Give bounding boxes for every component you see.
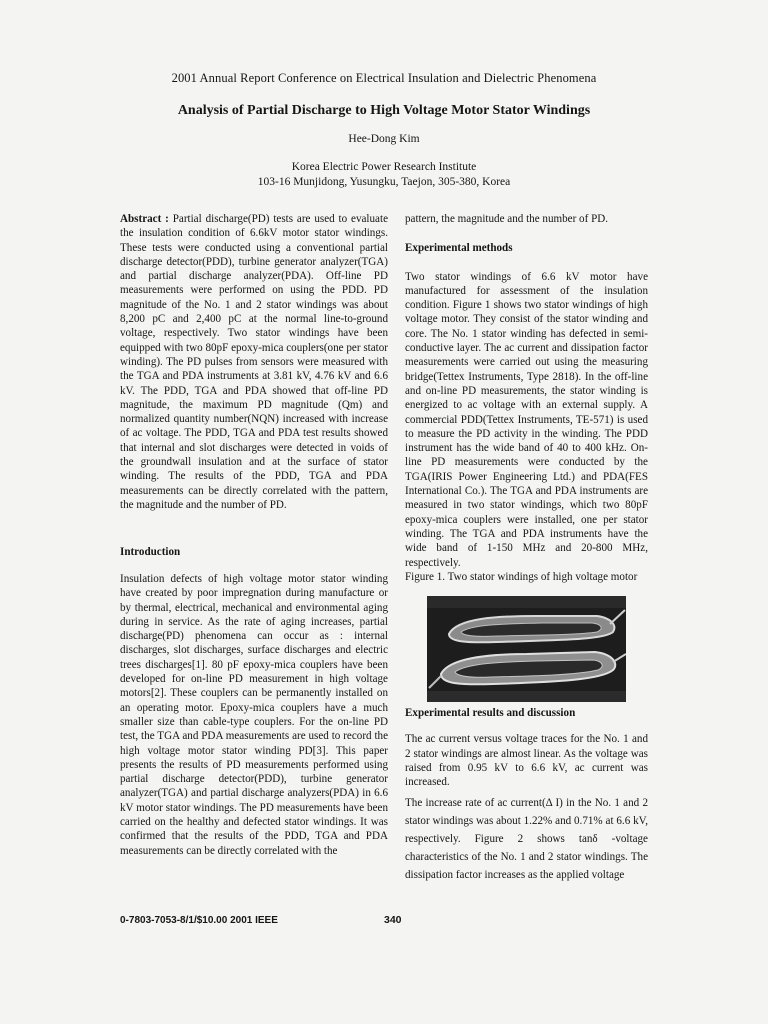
page-number: 340 <box>384 914 402 926</box>
author-name: Hee-Dong Kim <box>348 133 420 145</box>
introduction-heading: Introduction <box>120 546 181 558</box>
results-heading: Experimental results and discussion <box>405 707 576 719</box>
introduction-heading-block <box>120 545 388 559</box>
conference-name: 2001 Annual Report Conference on Electrical Insulation and Dielectric Phenomena <box>171 71 597 85</box>
paper-title: Analysis of Partial Discharge to High Voltage Motor Stator Windings <box>177 103 591 118</box>
results-paragraph-2: The increase rate of ac current(Δ I) in the No. 1 and 2 stator windings was about 1.22% and 0.71% at 6.6 kV, respectively. Figure 2 shows tanδ -voltage characteristics of the No. 1 and 2 stator windings. The dissipation factor increases as the applied voltage <box>405 797 648 882</box>
abstract-label: Abstract : <box>120 213 169 225</box>
methods-text: Two stator windings of 6.6 kV motor have manufactured for assessment of the insulation condition. Figure 1 shows two stator windings of high voltage motor. They consist of the stator winding and core. The No. 1 stator winding has defected in semi-conductive layer. The ac current and dissipation factor measurements were carried out using the measuring bridge(Tettex Instruments, Type 2818). In the off-line and on-line PD measurements, the stator winding is energized to ac voltage with an external supply. A commercial PDD(Tettex Instruments, TE-571) is used to measure the PD activity in the winding. The PDD instrument has the wide band of 40 to 400 kHz. On-line PD measurements were conducted by the TGA(IRIS Power Engineering Ltd.) and PDA(FES International Co.). The TGA and PDA instruments are measured in two stator windings, which two 80pF epoxy-mica couplers were installed, one per stator winding. The TGA and PDA instruments have the wide band of 1-150 MHz and 20-800 MHz, respectively. <box>405 270 648 569</box>
abstract-paragraph <box>120 212 388 512</box>
author-affiliation <box>0 160 768 190</box>
stator-windings-illustration <box>427 596 626 702</box>
introduction-section <box>120 572 388 858</box>
results-section <box>405 706 648 884</box>
abstract-text: Partial discharge(PD) tests are used to evaluate the insulation condition of 6.6kV motor stator windings. These tests were conducted using a conventional partial discharge detector(PDD), turbine generator analyzer(TGA) and partial discharge analyzer(PDA). Off-line PD measurements were performed on using the PDD. PD magnitude of the No. 1 and 2 stator windings was about 8,200 pC and 2,400 pC at the normal line-to-ground voltage, respectively. Two stator windings have been equipped with two 80pF epoxy-mica couplers(one per stator winding). The PD pulses from sensors were measured with the TGA and PDA instruments at 3.81 kV, 4.76 kV and 6.6 kV. The PDD, TGA and PDA showed that off-line PD magnitude, the maximum PD magnitude (Qm) and normalized quantity number(NQN) increased with increase of ac voltage. The PDD, TGA and PDA test results showed that internal and slot discharges were detected in voids of the groundwall insulation and at the surface of stator winding. The results of the PDD, TGA and PDA measurements can be directly correlated with the pattern, the magnitude and the number of PD. <box>120 213 388 511</box>
affiliation-line-2: 103-16 Munjidong, Yusungku, Taejon, 305-380, Korea <box>257 176 511 188</box>
abstract-section <box>120 212 388 512</box>
methods-heading: Experimental methods <box>405 242 513 255</box>
figure-stator-windings-photo <box>427 596 626 702</box>
results-paragraph-1: The ac current versus voltage traces for the No. 1 and 2 stator windings are almost linear. As the voltage was raised from 0.95 kV to 6.6 kV, ac current was increased. <box>405 733 648 789</box>
affiliation-line-1: Korea Electric Power Research Institute <box>291 161 477 173</box>
figure-caption: Figure 1. Two stator windings of high voltage motor <box>405 570 638 583</box>
abstract-continuation: pattern, the magnitude and the number of PD. <box>405 213 609 225</box>
ieee-identifier: 0-7803-7053-8/1/$10.00 2001 IEEE <box>120 915 278 926</box>
right-column-top <box>405 212 648 584</box>
introduction-text: Insulation defects of high voltage motor stator winding have created by poor impregnation during manufacture or by thermal, electrical, mechanical and environmental aging during in service. As the rate of aging increases, partial discharge(PD) phenomena can occur as : internal discharges, slot discharges, surface discharges and electric trees discharges[1]. 80 pF epoxy-mica couplers have been developed for on-line PD measurement in high voltage motors[2]. These couplers can be permanently installed on an operating motor. Epoxy-mica couplers have a much smaller size than cable-type couplers. For the on-line PD test, the TGA and PDA measurements are used to record the high voltage motor stator winding PD[3]. This paper presents the results of PD measurements performed using partial discharge detector(PDD), turbine generator analyzer(TGA) and partial discharge analyzers(PDA) in 6.6 kV motor stator windings. The PD measurements have been carried on the healthy and defected stator windings. It was confirmed that the results of the PDD, TGA and PDA measurements can be directly correlated with the <box>120 573 388 857</box>
